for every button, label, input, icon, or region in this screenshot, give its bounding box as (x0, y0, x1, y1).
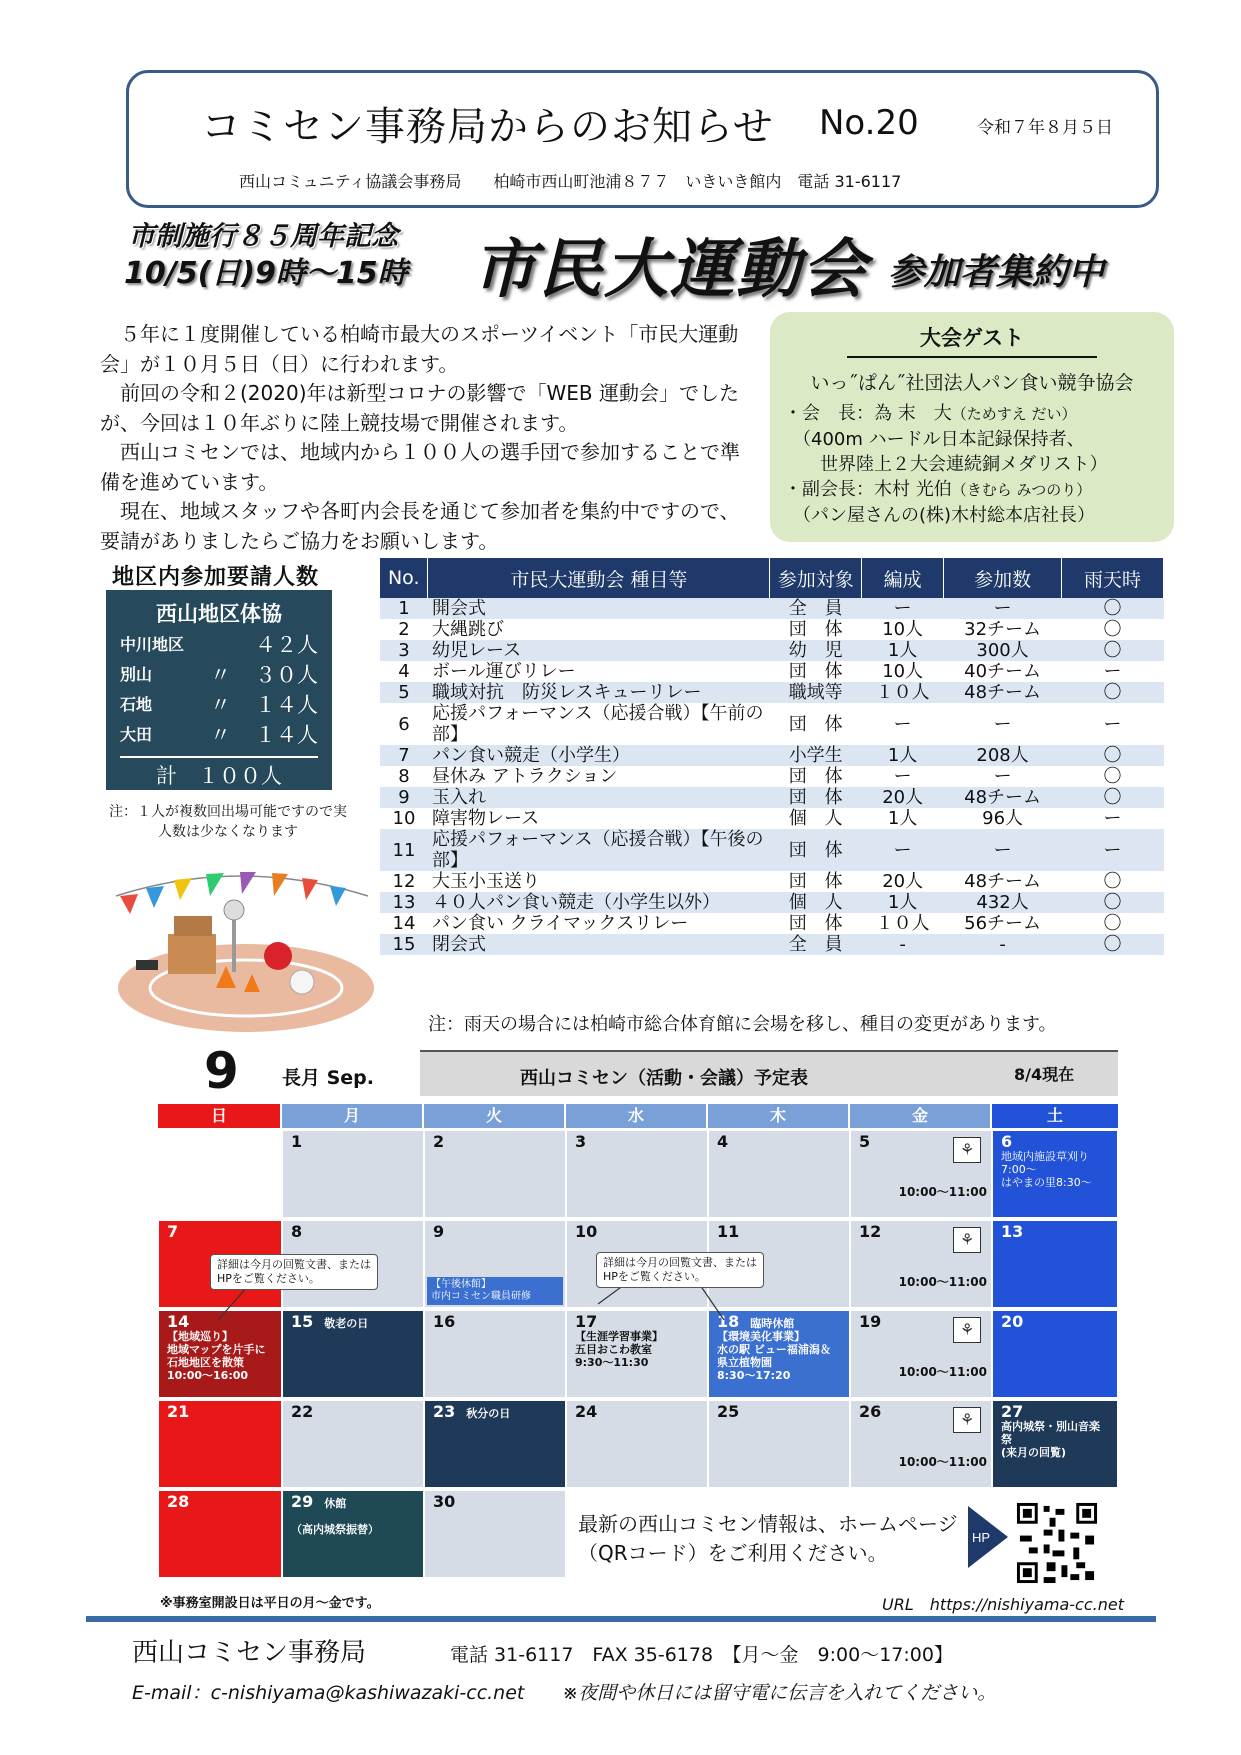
activity-icon: ⚘ (953, 1317, 981, 1343)
calendar-day: 12 ⚘ 10:00～11:00 (850, 1220, 992, 1308)
guest-line: （400m ハードル日本記録保持者、 (784, 429, 1085, 450)
event-name: 昼休み アトラクション (431, 766, 618, 787)
event-name: 大縄跳び (431, 619, 504, 640)
issue-number: No.20 (819, 103, 919, 143)
footer-contact: 電話 31-6117 FAX 35-6178 【月～金 9:00～17:00】 (450, 1644, 953, 1666)
event-time: 10:00～11:00 (898, 1275, 987, 1289)
event-text: 高内城祭・別山音楽祭 (来月の回覧) (1001, 1420, 1100, 1459)
district-title: 地区内参加要請人数 (112, 565, 320, 590)
calendar-day: 1 (282, 1130, 424, 1218)
district-head: 西山地区体協 (156, 602, 282, 626)
day-header-fri: 金 (850, 1104, 990, 1128)
event-entries: 32チーム (964, 619, 1042, 640)
table-row (380, 661, 1164, 682)
guest-vice: ・副会長：木村 光伯 (784, 479, 952, 500)
event-time: 10:00～11:00 (898, 1455, 987, 1469)
table-row (380, 787, 1164, 808)
district-name: 大田 (120, 725, 153, 744)
event-time: 10:00～11:00 (898, 1365, 987, 1379)
calendar-day: 10 (566, 1220, 708, 1308)
rain-note: 注：雨天の場合には柏崎市総合体育館に会場を移し、種目の変更があります。 (428, 1014, 1057, 1035)
event-no: 10 (392, 808, 416, 829)
event-no: 7 (380, 745, 428, 766)
event-entries: ー (944, 829, 1062, 871)
event-no: 12 (392, 871, 416, 892)
table-row (380, 640, 1164, 661)
ditto-mark: 〃 (210, 693, 231, 717)
event-name: パン食い クライマックスリレー (431, 913, 689, 934)
event-team-size: １０人 (875, 913, 930, 934)
event-entries: ー (993, 713, 1012, 735)
event-no: 2 (398, 619, 410, 640)
day-header-wed: 水 (566, 1104, 706, 1128)
event-name: ボール運びリレー (431, 661, 576, 682)
event-rain: 〇 (1103, 913, 1122, 934)
calendar-day: 28 (158, 1490, 282, 1578)
activity-icon: ⚘ (953, 1137, 981, 1163)
ditto-mark: 〃 (210, 723, 231, 747)
hp-label: HP (972, 1530, 991, 1545)
guest-vice-reading: （きむら みつのり） (951, 481, 1092, 499)
event-rain: 〇 (1103, 619, 1122, 640)
event-target: 団 体 (788, 713, 843, 735)
calendar-day: 25 (708, 1400, 850, 1488)
event-no: 9 (380, 787, 428, 808)
guest-line: （パン屋さんの(株)木村総本店社長） (784, 505, 1096, 526)
event-no: 8 (398, 766, 410, 787)
day-header-tue: 火 (424, 1104, 564, 1128)
event-target: 団 体 (788, 661, 843, 682)
event-entries: 40チーム (964, 661, 1042, 682)
event-no: 14 (392, 913, 416, 934)
event-target: 職域等 (770, 682, 862, 703)
table-row (380, 766, 1164, 787)
calendar-month-name: 長月 Sep. (282, 1067, 375, 1089)
event-team-size: ー (862, 598, 944, 619)
col-header: 雨天時 (1062, 558, 1164, 598)
calendar-day: 9 【午後休館】 市内コミセン職員研修 (424, 1220, 566, 1308)
calendar-as-of: 8/4現在 (1014, 1065, 1075, 1084)
event-name: 開会式 (428, 598, 770, 619)
hp-arrow-icon (968, 1506, 1008, 1568)
event-team-size: ー (862, 829, 944, 871)
district-box (106, 590, 332, 790)
ditto-mark (210, 630, 250, 660)
event-text: 地域内施設草刈り 7:00～ はやまの里8:30～ (1001, 1150, 1092, 1189)
event-team-size: ー (893, 766, 912, 787)
event-rain: 〇 (1062, 598, 1164, 619)
event-team-size: 10人 (882, 619, 924, 640)
closure-label: 臨時休館 (750, 1317, 795, 1330)
banner-main: 市民大運動会 (472, 233, 868, 307)
calendar-day: 14 【地域巡り】 地域マップを片手に 石地地区を散策 10:00～16:00 (158, 1310, 282, 1398)
event-target: 小学生 (770, 745, 862, 766)
event-team-size: ー (893, 713, 912, 735)
table-row (380, 598, 1164, 619)
intro-paragraph: 西山コミセンでは、地域内から１００人の選手団で参加することで準備を進めています。 (100, 440, 740, 494)
intro-paragraph: ５年に１度開催している柏崎市最大のスポーツイベント「市民大運動会」が１０月５日（日）に行われます。 (100, 322, 739, 376)
calendar-day: 21 (158, 1400, 282, 1488)
calendar-day: 29 休館 （高内城祭振替） (282, 1490, 424, 1578)
event-name: 職域対抗 防災レスキューリレー (428, 682, 770, 703)
event-entries: 300人 (944, 640, 1062, 661)
footer-divider (86, 1616, 1156, 1622)
table-row (380, 682, 1164, 703)
table-row (380, 703, 1164, 745)
event-table (380, 558, 1164, 955)
event-target: 団 体 (788, 913, 843, 934)
qr-code-icon[interactable] (1014, 1500, 1100, 1586)
day-header-sat: 土 (992, 1104, 1118, 1128)
event-name: 応援パフォーマンス（応援合戦）【午前の部】 (431, 703, 764, 745)
table-row (380, 934, 1164, 955)
header-box (126, 70, 1159, 208)
event-no: 3 (380, 640, 428, 661)
activity-icon: ⚘ (953, 1227, 981, 1253)
event-name: 応援パフォーマンス（応援合戦）【午後の部】 (428, 829, 770, 871)
event-no: 5 (380, 682, 428, 703)
footer-office: 西山コミセン事務局 (132, 1638, 367, 1668)
district-total: 計 １００人 (120, 756, 318, 790)
event-target: 全 員 (770, 598, 862, 619)
office-days-note: ※事務室開設日は平日の月～金です。 (160, 1596, 380, 1611)
event-entries: 56チーム (964, 913, 1042, 934)
calendar-month: 9 (204, 1042, 239, 1100)
callout-note: 詳細は今月の回覧文書、またはHPをご覧ください。 (596, 1252, 764, 1288)
event-target: 個 人 (770, 892, 862, 913)
event-rain: 〇 (1062, 640, 1164, 661)
event-banner (116, 214, 1156, 307)
website-url[interactable]: URL https://nishiyama-cc.net (882, 1595, 1124, 1614)
event-no: 15 (380, 934, 428, 955)
event-rain: 〇 (1062, 745, 1164, 766)
calendar-day: 18 臨時休館 【環境美化事業】 水の駅 ビュー福浦潟＆ 県立植物園 8:30～17:20 (708, 1310, 850, 1398)
district-note: 注：１人が複数回出場可能ですので実人数は少なくなります (109, 804, 347, 840)
event-target: 個 人 (788, 808, 843, 829)
district-name: 石地 (120, 695, 153, 714)
event-name: 大玉小玉送り (431, 871, 540, 892)
event-no: 6 (398, 713, 410, 735)
calendar-day: 13 (992, 1220, 1118, 1308)
event-team-size: - (862, 934, 944, 955)
event-target: 団 体 (788, 766, 843, 787)
activity-icon: ⚘ (953, 1407, 981, 1433)
table-header-row (380, 558, 1164, 598)
table-row (380, 745, 1164, 766)
event-rain: 〇 (1062, 787, 1164, 808)
event-rain: 〇 (1062, 892, 1164, 913)
event-name: 玉入れ (428, 787, 770, 808)
guest-association: いっ˝ぱん˝社団法人パン食い競争協会 (810, 372, 1134, 394)
intro-paragraph: 前回の令和２(2020)年は新型コロナの影響で「WEB 運動会」でしたが、今回は１０年ぶりに陸上競技場で開催されます。 (100, 381, 739, 435)
event-target: 幼 児 (770, 640, 862, 661)
calendar-title: 西山コミセン（活動・会議）予定表 (520, 1068, 808, 1089)
district-row (120, 720, 318, 750)
event-name: 障害物レース (431, 808, 540, 829)
event-rain: 〇 (1103, 871, 1122, 892)
guest-line (784, 477, 1160, 503)
event-text: 【生涯学習事業】 五目おこわ教室 9:30～11:30 (575, 1330, 663, 1369)
sports-day-illustration (106, 856, 374, 1036)
banner-datetime: 10/5(日)9時～15時 (124, 256, 408, 291)
day-header-sun: 日 (158, 1104, 280, 1128)
event-rain: 〇 (1062, 934, 1164, 955)
guest-line (784, 401, 1160, 427)
event-entries: 432人 (944, 892, 1062, 913)
calendar-day: 3 (566, 1130, 708, 1218)
event-rain: ー (1103, 713, 1122, 735)
event-text: （高内城祭振替） (291, 1523, 379, 1536)
page-title: コミセン事務局からのお知らせ (201, 104, 774, 150)
event-rain: ー (1103, 808, 1122, 829)
table-row (380, 871, 1164, 892)
event-target: 全 員 (770, 934, 862, 955)
district-row (120, 690, 318, 720)
closure-label: 休館 (324, 1497, 347, 1510)
col-header: 市民大運動会 種目等 (428, 558, 770, 598)
col-header: No. (380, 558, 428, 598)
calendar-day: 11 (708, 1220, 850, 1308)
event-rain: 〇 (1062, 682, 1164, 703)
event-rain: 〇 (1103, 766, 1122, 787)
event-team-size: 10人 (882, 661, 924, 682)
event-team-size: 20人 (862, 787, 944, 808)
col-header: 編成 (862, 558, 944, 598)
callout-note: 詳細は今月の回覧文書、またはHPをご覧ください。 (210, 1254, 378, 1290)
event-target: 団 体 (788, 871, 843, 892)
holiday-name: 秋分の日 (466, 1407, 511, 1420)
event-entries: 96人 (982, 808, 1024, 829)
guest-chair-reading: （ためすえ だい） (951, 405, 1077, 423)
calendar-day: 7 (158, 1220, 282, 1308)
district-value: １４人 (255, 693, 318, 717)
calendar-day: 6 地域内施設草刈り 7:00～ はやまの里8:30～ (992, 1130, 1118, 1218)
event-no: 4 (398, 661, 410, 682)
table-row (380, 913, 1164, 934)
event-entries: 48チーム (944, 787, 1062, 808)
event-name: 幼児レース (428, 640, 770, 661)
event-target: 団 体 (770, 787, 862, 808)
event-name: パン食い競走（小学生） (428, 745, 770, 766)
guest-chair: ・会 長：為 末 大 (784, 403, 952, 424)
district-row (120, 660, 318, 690)
calendar-day: 15 敬老の日 (282, 1310, 424, 1398)
event-entries: 48チーム (964, 871, 1042, 892)
intro-text (100, 320, 740, 556)
event-team-size: 20人 (882, 871, 924, 892)
col-header: 参加数 (944, 558, 1062, 598)
event-no: 11 (380, 829, 428, 871)
table-row (380, 808, 1164, 829)
calendar-day: 5 ⚘ 10:00～11:00 (850, 1130, 992, 1218)
calendar-day: 16 (424, 1310, 566, 1398)
holiday-name: 敬老の日 (324, 1317, 369, 1330)
event-team-size: 1人 (887, 808, 918, 829)
calendar-day: 20 (992, 1310, 1118, 1398)
event-text: 【環境美化事業】 水の駅 ビュー福浦潟＆ 県立植物園 8:30～17:20 (717, 1330, 831, 1382)
calendar-day: 2 (424, 1130, 566, 1218)
event-no: 1 (380, 598, 428, 619)
calendar-day: 30 (424, 1490, 566, 1578)
calendar-day: 22 (282, 1400, 424, 1488)
calendar-day: 27 高内城祭・別山音楽祭 (来月の回覧) (992, 1400, 1118, 1488)
event-rain: ー (1103, 661, 1122, 682)
district-name: 中川地区 (120, 635, 185, 654)
table-row (380, 829, 1164, 871)
event-team-size: 1人 (862, 745, 944, 766)
event-name: 閉会式 (428, 934, 770, 955)
calendar-day: 24 (566, 1400, 708, 1488)
district-value: ３０人 (255, 663, 318, 687)
guest-box (770, 312, 1174, 542)
col-header: 参加対象 (770, 558, 862, 598)
calendar-day: 23 秋分の日 (424, 1400, 566, 1488)
table-row (380, 619, 1164, 640)
event-entries: 48チーム (944, 682, 1062, 703)
issue-date: 令和７年８月５日 (977, 118, 1113, 138)
event-entries: ー (944, 598, 1062, 619)
event-team-size: 1人 (862, 892, 944, 913)
day-header-mon: 月 (282, 1104, 422, 1128)
event-no: 13 (380, 892, 428, 913)
event-rain: ー (1062, 829, 1164, 871)
event-entries: ー (993, 766, 1012, 787)
calendar-day: 19 ⚘ 10:00～11:00 (850, 1310, 992, 1398)
event-target: 団 体 (788, 619, 843, 640)
office-address: 西山コミュニティ協議会事務局 柏崎市西山町池浦８７７ いきいき館内 電話 31-6117 (239, 172, 902, 191)
intro-paragraph: 現在、地域スタッフや各町内会長を通じて参加者を集約中ですので、要請がありましたらご協力をお願いします。 (100, 499, 740, 553)
district-value: １４人 (255, 723, 318, 747)
ditto-mark: 〃 (210, 663, 231, 687)
calendar-title-bar (420, 1050, 1118, 1096)
event-name: ４０人パン食い競走（小学生以外） (428, 892, 770, 913)
event-team-size: １０人 (862, 682, 944, 703)
table-row (380, 892, 1164, 913)
event-entries: - (944, 934, 1062, 955)
calendar-day: 17 【生涯学習事業】 五目おこわ教室 9:30～11:30 (566, 1310, 708, 1398)
district-row (120, 630, 318, 660)
calendar-day: 26 ⚘ 10:00～11:00 (850, 1400, 992, 1488)
calendar-day: 4 (708, 1130, 850, 1218)
calendar-day: 8 (282, 1220, 424, 1308)
event-text: 【地域巡り】 地域マップを片手に 石地地区を散策 10:00～16:00 (167, 1330, 266, 1382)
guest-line: 世界陸上２大会連続銅メダリスト） (784, 454, 1108, 475)
footer-email: E-mail：c-nishiyama@kashiwazaki-cc.net ※夜間や休日には留守電に伝言を入れてください。 (132, 1682, 997, 1704)
qr-info-text: 最新の西山コミセン情報は、ホームページ（QRコード）をご利用ください。 (578, 1512, 958, 1565)
event-time: 10:00～11:00 (898, 1185, 987, 1199)
guest-title: 大会ゲスト (847, 322, 1097, 358)
day-header-thu: 木 (708, 1104, 848, 1128)
district-name: 別山 (120, 665, 153, 684)
district-value: ４２人 (255, 633, 318, 657)
event-entries: 208人 (944, 745, 1062, 766)
event-text: 【午後休館】 市内コミセン職員研修 (427, 1277, 563, 1305)
banner-tail: 参加者集約中 (888, 252, 1105, 293)
banner-anniversary: 市制施行８５周年記念 (128, 221, 398, 252)
event-team-size: 1人 (862, 640, 944, 661)
event-target: 団 体 (770, 829, 862, 871)
